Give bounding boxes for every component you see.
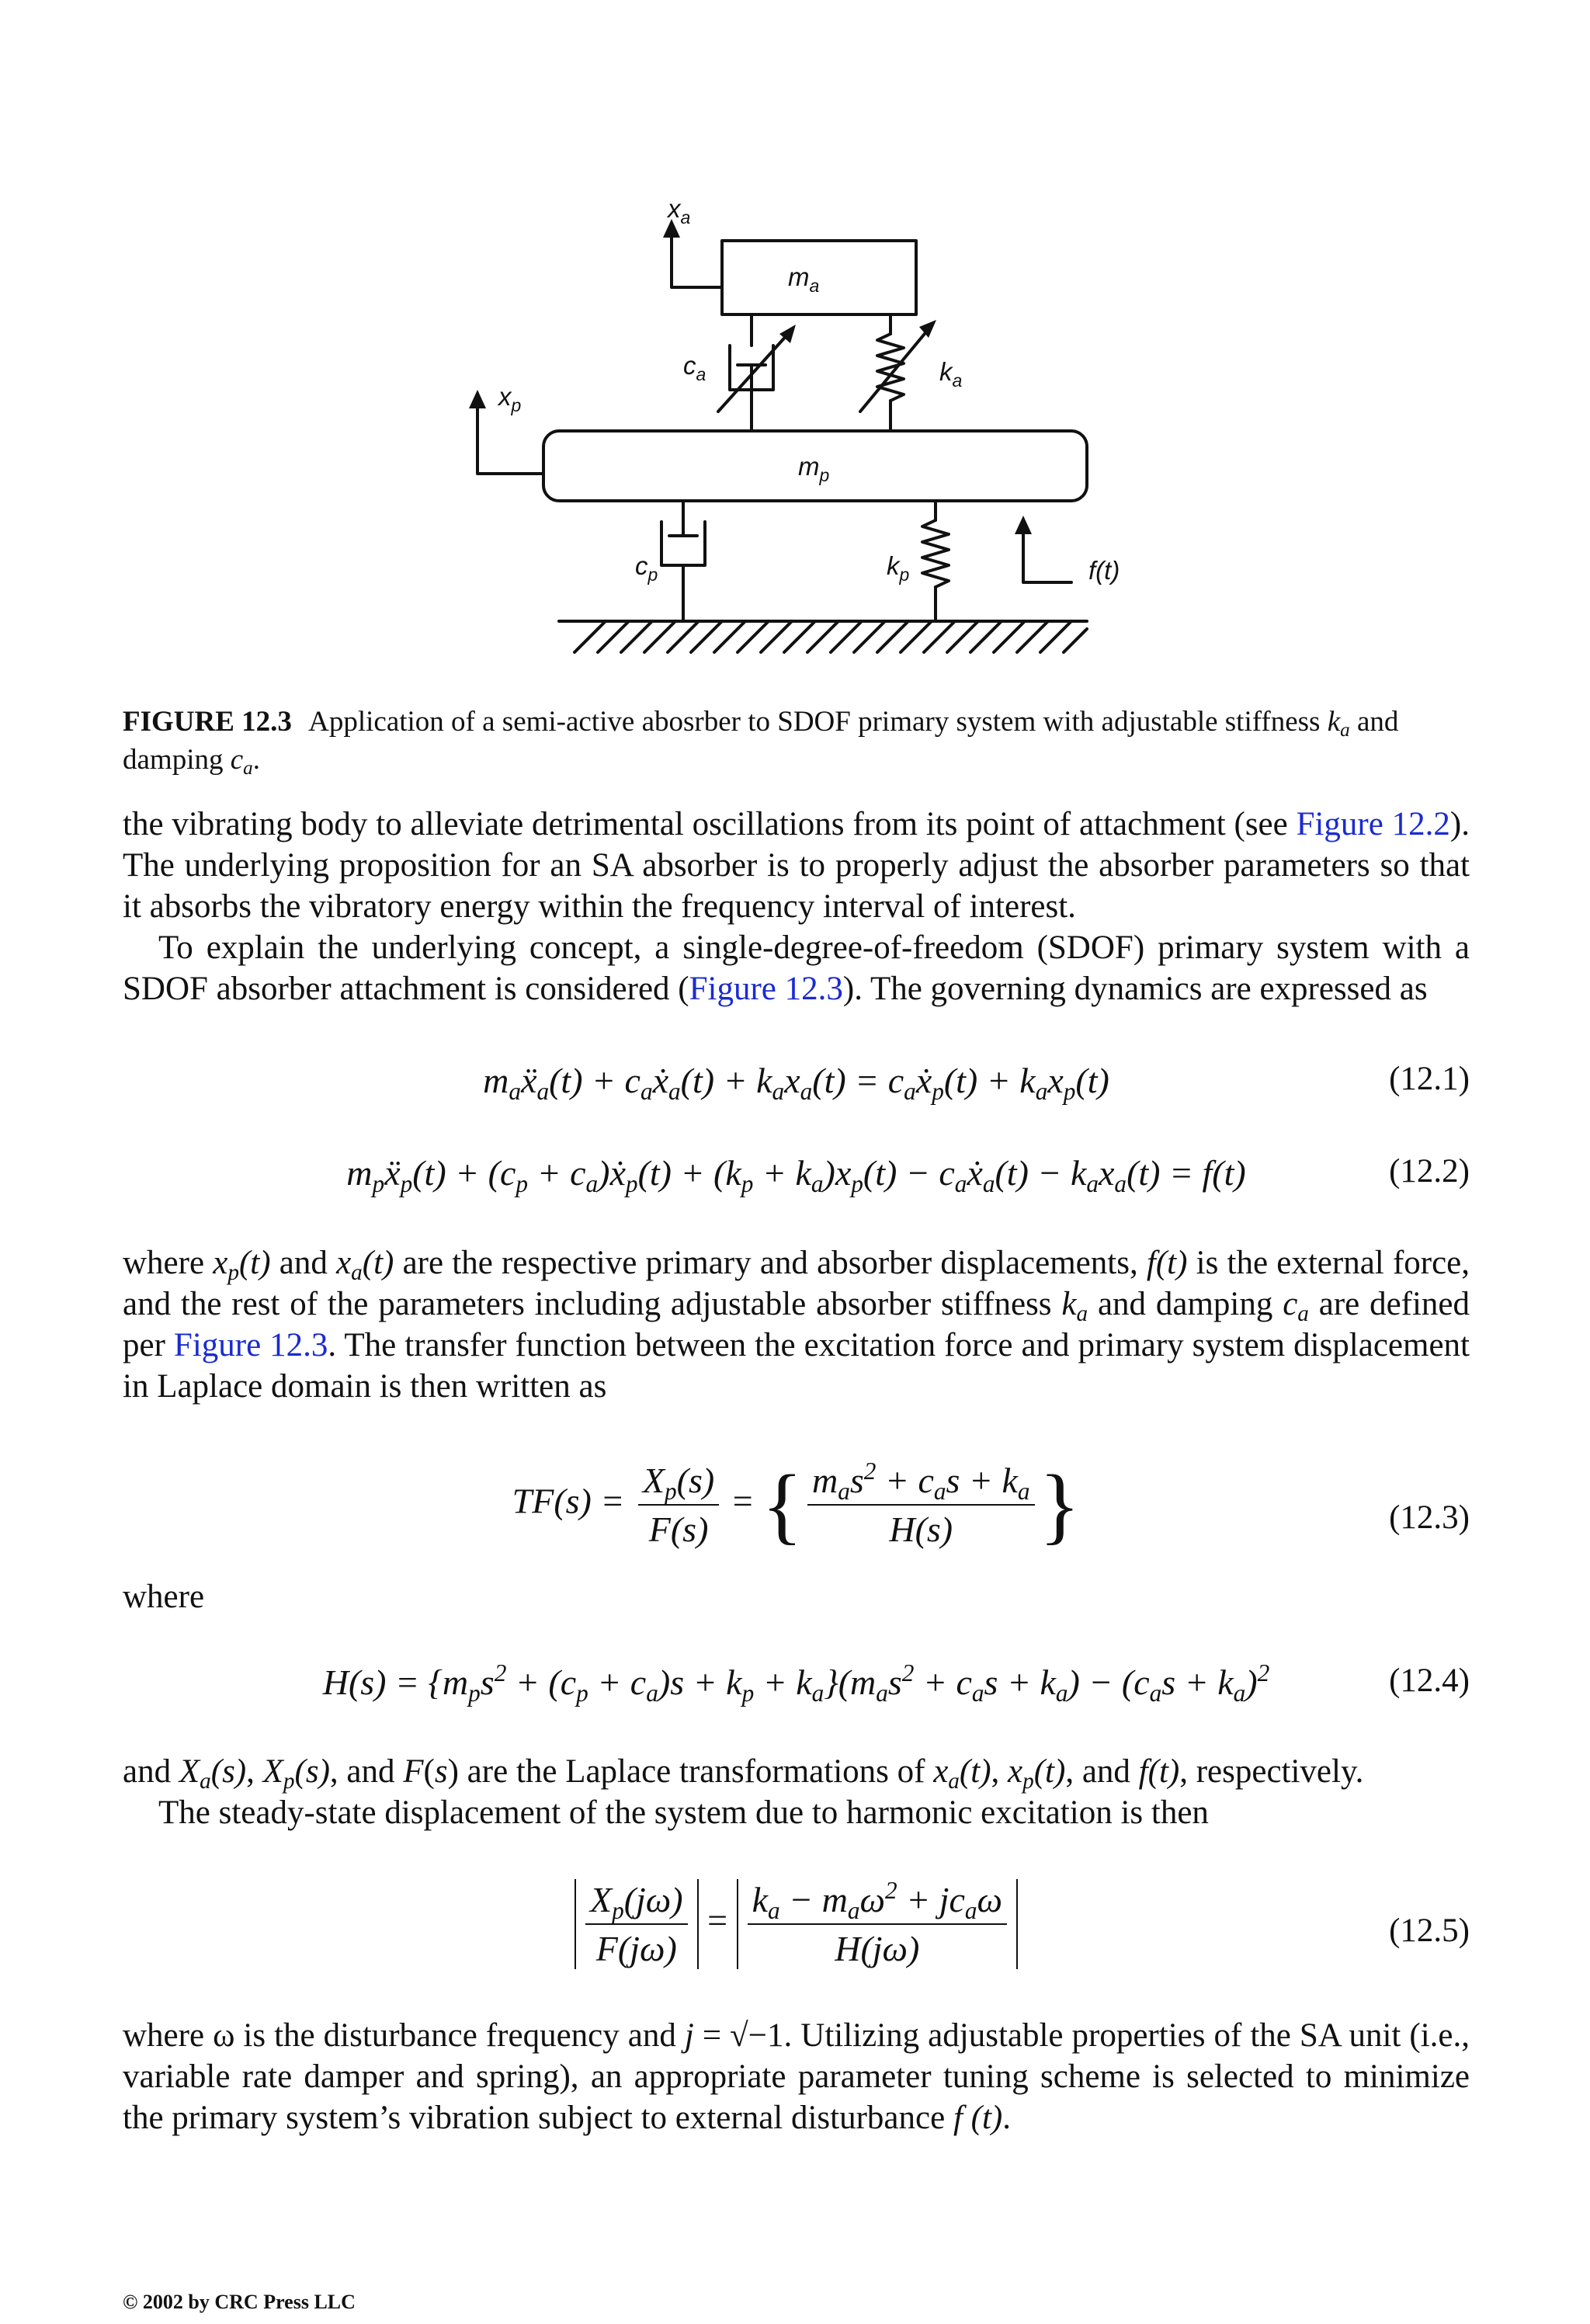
copyright-footer: © 2002 by CRC Press LLC (123, 2291, 356, 2313)
label-ft: f(t) (1088, 556, 1120, 585)
link-figure-12-2[interactable]: Figure 12.2 (1296, 806, 1450, 842)
figure-caption: FIGURE 12.3 Application of a semi-active abosrber to SDOF primary system with adjustable stiffness $k_a$ and damping $c_a$. (123, 706, 1399, 780)
equation-number-12-1: (12.1) (1389, 1061, 1470, 1097)
label-xa: $x_a$ (668, 194, 691, 228)
primary-spring (922, 501, 949, 621)
absorber-damper (718, 314, 788, 431)
equation-12-3: TF(s) = $\frac{X_p(s)}{F(s)}$ = { $\frac{m_as^2 + c_as + k_a}{H(s)}$ } (12.3) (512, 1457, 1470, 1552)
paragraph-3: where $x_p(t)$ and $x_a(t)$ are the respective primary and absorber displacements, f(t) is the external force, and the rest of the parameters including adjustable absorber stiffness $k_a$ and damping $c_a$ are defined per Figure 12.3. The transfer function between the excitation force and primary system displacement in Laplace domain is then written as (123, 1245, 1470, 1405)
label-ma: $m_a$ (788, 262, 820, 296)
xp-arrow (477, 404, 543, 474)
label-cp: $c_p$ (635, 551, 658, 585)
equation-12-1: $m_aẍ_a(t)$ + $c_aẋ_a(t) + k_ax_a(t)$ = $c_aẋ_p(t) + k_ax_p(t)$ (12.1) (483, 1061, 1470, 1105)
equation-number-12-2: (12.2) (1389, 1153, 1470, 1190)
equation-number-12-3: (12.3) (1389, 1499, 1470, 1536)
equation-12-5: $\frac{X_p(j\omega)}{F(j\omega)}$ = $\frac{k_a - m_a\omega^2 + jc_a\omega}{H(j\omega)}$ (12.5) (123, 1879, 1470, 1969)
label-kp: $k_p$ (887, 551, 910, 585)
paragraph-5: The steady-state displacement of the system due to harmonic excitation is then (158, 1794, 1209, 1831)
label-ka: $k_a$ (939, 357, 963, 391)
primary-damper (661, 501, 705, 621)
paragraph-4: and $X_a(s)$, $X_p(s)$, and F(s) are the Laplace transformations of $x_a(t)$, $x_p(t)$, and f(t), respectively. (123, 1753, 1364, 1794)
caption-text: Application of a semi-active abosrber to SDOF primary system with adjustable stiffness (308, 706, 1321, 738)
equation-number-12-5: (12.5) (1389, 1912, 1470, 1949)
link-figure-12-3-b[interactable]: Figure 12.3 (173, 1327, 328, 1363)
equation-12-4: $H(s) = \{m_ps^2 + (c_p + c_a)s + k_p + k_a\}(m_as^2 + c_as + k_a) - (c_as + k_a)^2$ (12.4) (322, 1659, 1470, 1707)
xa-arrow (672, 233, 722, 287)
label-xp: $x_p$ (498, 382, 522, 415)
force-arrow (1023, 528, 1071, 582)
equation-12-2: $m_pẍ_p(t) + (c_p$ + $c_a)ẋ_p(t) + (k_p + k_a)x_p(t)$ − $c_aẋ_a(t) - k_ax_a(t) = f(t)$ (12.2) (346, 1153, 1470, 1197)
paragraph-1: the vibrating body to alleviate detrimental oscillations from its point of attachment (see Figure 12.2). The underlying proposition for an SA absorber is to properly adjust the absorber parameters so that it absorbs the vibratory energy within the frequency interval of interest. (123, 806, 1470, 925)
equation-number-12-4: (12.4) (1389, 1662, 1470, 1699)
absorber-spring (860, 314, 928, 431)
label-mp: $m_p$ (798, 452, 830, 485)
figure-12-3-diagram (450, 186, 1180, 683)
link-figure-12-3[interactable]: Figure 12.3 (689, 971, 843, 1007)
paragraph-2: To explain the underlying concept, a single-degree-of-freedom (SDOF) primary system with a SDOF absorber attachment is considered (Figure 12.3). The governing dynamics are expressed as (123, 929, 1470, 1007)
caption-number: FIGURE 12.3 (123, 706, 292, 738)
paragraph-6: where ω is the disturbance frequency and j = √−1. Utilizing adjustable properties of the SA unit (i.e., variable rate damper and spring), an appropriate parameter tuning scheme is selected to minimize the primary system’s vibration subject to external disturbance f (t). (123, 2017, 1470, 2136)
where-label: where (123, 1579, 205, 1615)
label-ca: $c_a$ (683, 351, 706, 384)
